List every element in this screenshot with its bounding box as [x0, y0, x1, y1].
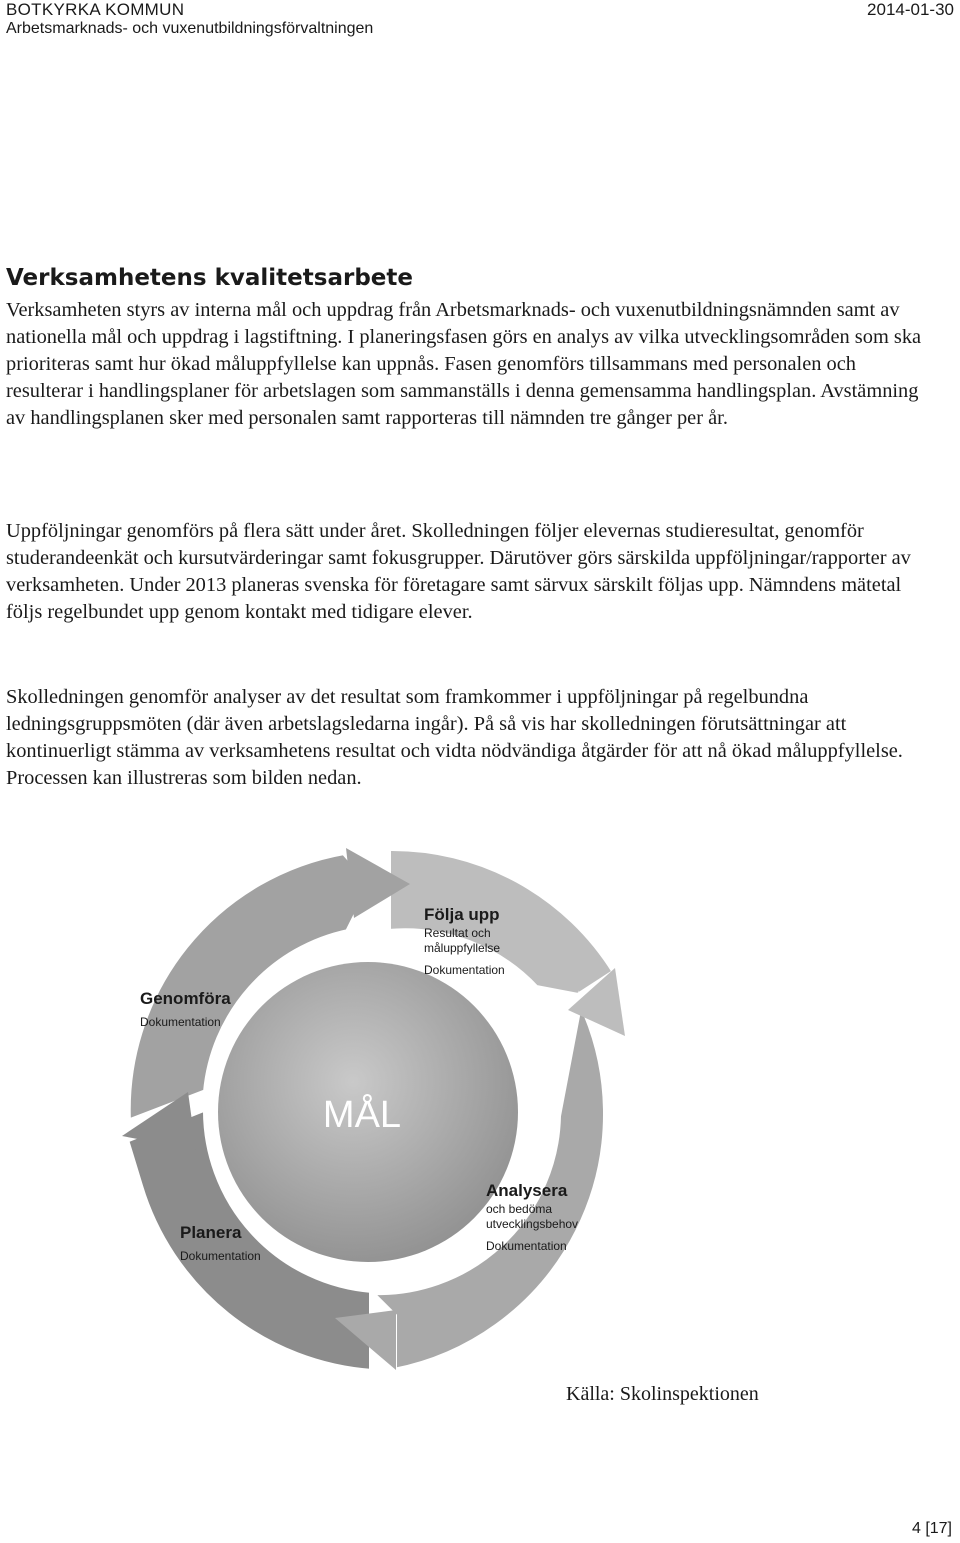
quality-cycle-diagram — [110, 840, 650, 1380]
segment-title: Genomföra — [140, 989, 231, 1008]
segment-line: utvecklingsbehov — [486, 1217, 579, 1231]
cycle-svg — [110, 840, 650, 1380]
segment-title: Analysera — [486, 1181, 568, 1200]
segment-line: Dokumentation — [486, 1239, 567, 1253]
document-date: 2014-01-30 — [867, 0, 954, 19]
segment-line: och bedöma — [486, 1202, 553, 1216]
paragraph-follow-ups: Uppföljningar genomförs på flera sätt under året. Skolledningen följer elevernas studieresultat, genomför studerandeenkät och kursutvärderingar samt fokusgrupper. Därutöver görs särskilda uppföljningar/rapporter av verksamheten. Under 2013 planeras svenska för företagare samt särvux särskilt följas upp. Nämndens mätetal följs regelbundet upp genom kontakt med tidigare elever. — [6, 520, 911, 623]
segment-line: Resultat och — [424, 926, 491, 940]
label-folja-upp — [424, 905, 505, 977]
segment-title: Följa upp — [424, 905, 500, 924]
segment-line: Dokumentation — [424, 963, 505, 977]
segment-line: Dokumentation — [140, 1015, 221, 1029]
segment-line: Dokumentation — [180, 1249, 261, 1263]
paragraph-analysis: Skolledningen genomför analyser av det resultat som framkommer i uppföljningar på regelbundna ledningsgruppsmöten (där även arbetslagsledarna ingår). På så vis har skolledningen förutsättningar att kontinuerligt stämma av verksamhetens resultat och vidta nödvändiga åtgärder för att nå ökad måluppfyllelse. Processen kan illustreras som bilden nedan. — [6, 686, 903, 789]
segment-title: Planera — [180, 1223, 242, 1242]
section-title: Verksamhetens kvalitetsarbete — [6, 265, 413, 291]
organization-name: BOTKYRKA KOMMUN — [6, 0, 185, 19]
label-analysera — [486, 1181, 578, 1253]
department-name: Arbetsmarknads- och vuxenutbildningsförvaltningen — [6, 20, 374, 37]
segment-line: måluppfyllelse — [424, 941, 501, 955]
center-goal-label: MÅL — [322, 1094, 402, 1136]
paragraph-governance: Verksamheten styrs av interna mål och uppdrag från Arbetsmarknads- och vuxenutbildningsnämnden samt av nationella mål och uppdrag i lagstiftning. I planeringsfasen görs en analys av vilka utvecklingsområden som ska prioriteras samt hur ökad måluppfyllelse kan uppnås. Fasen genomförs tillsammans med personalen och resulterar i handlingsplaner för arbetslagen som sammanställs i denna gemensamma handlingsplan. Avstämning av handlingsplanen sker med personalen samt rapporteras till nämnden tre gånger per år. — [6, 299, 922, 429]
page-number: 4 [17] — [911, 1520, 952, 1537]
figure-source: Källa: Skolinspektionen — [566, 1383, 759, 1405]
